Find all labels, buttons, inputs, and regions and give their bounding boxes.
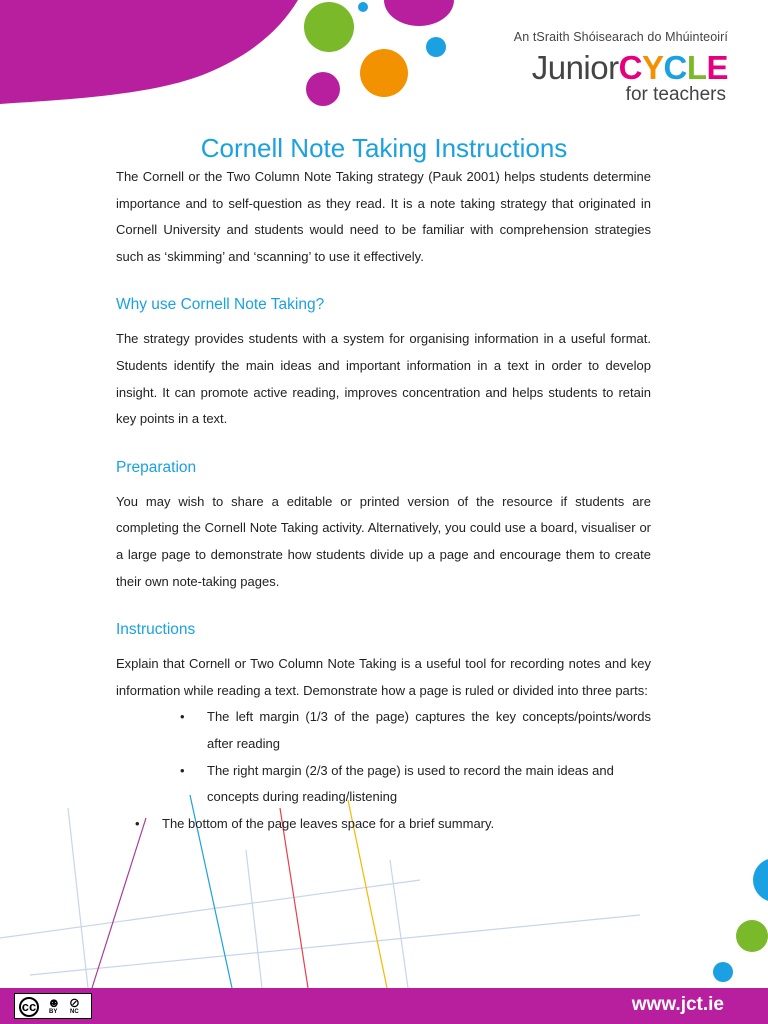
bullet-text: The bottom of the page leaves space for a brief summary. <box>162 815 495 831</box>
section-heading-instructions: Instructions <box>116 621 196 639</box>
section-heading-preparation: Preparation <box>116 458 197 476</box>
cc-by-label: BY <box>49 1009 58 1015</box>
blue-dot-tiny <box>358 2 368 12</box>
logo-cycle-letter: C <box>663 49 687 86</box>
creative-commons-badge[interactable] <box>14 993 92 1019</box>
section-heading-why: Why use Cornell Note Taking? <box>116 296 325 314</box>
logo-irish-text: An tSraith Shóisearach do Mhúinteoirí <box>513 30 728 44</box>
bullet-item <box>135 811 651 838</box>
cc-icon: cc <box>19 997 39 1017</box>
bullet-dot: • <box>180 709 185 725</box>
logo-cycle-letter: L <box>686 49 707 86</box>
bullet-text: The right margin (2/3 of the page) is used to record the main ideas and concepts during reading/listening <box>207 762 614 805</box>
green-circle-large <box>304 2 354 52</box>
bullet-item <box>180 758 651 811</box>
section-body-preparation: You may wish to share a editable or printed version of the resource if students are completing the Cornell Note Taking activity. Alternatively, you could use a board, visualiser or a large page to demonstrate how students divide up a page and encourage them to create their own note-taking pages. <box>116 493 651 589</box>
logo-subtitle: for teachers <box>625 84 726 105</box>
footer-bar <box>0 988 768 1024</box>
blue-circle-right <box>753 858 768 902</box>
logo-wordmark <box>514 50 728 86</box>
section-body-instructions: Explain that Cornell or Two Column Note Taking is a useful tool for recording notes and key information while reading a text. Demonstrate how a page is ruled or divided into three parts: <box>116 656 651 698</box>
logo-cycle-text <box>619 49 728 86</box>
blue-dot-right <box>713 962 733 982</box>
attribution-icon: ☻ <box>47 995 61 1010</box>
purple-arc-top <box>384 0 454 26</box>
logo-cycle-letter: C <box>618 49 642 86</box>
bullet-item <box>180 704 651 757</box>
junior-cycle-logo <box>514 30 728 106</box>
document-body <box>116 164 651 837</box>
page-title: Cornell Note Taking Instructions <box>200 133 568 164</box>
intro-paragraph: The Cornell or the Two Column Note Taking strategy (Pauk 2001) helps students determine importance and to self-question as they read. It is a note taking strategy that originated in Cornell University and students would need to be familiar with comprehension strategies such as ‘skimming’ and ‘scanning’ to use it effectively. <box>116 169 651 264</box>
logo-cycle-letter: E <box>706 49 728 86</box>
green-circle-right <box>736 920 768 952</box>
orange-circle-large <box>360 49 408 97</box>
noncommercial-icon: ⊘ <box>69 995 80 1010</box>
logo-cycle-letter: Y <box>641 49 664 86</box>
bullet-dot: • <box>180 762 185 778</box>
corner-blob-shape <box>0 0 298 104</box>
bullet-dot: • <box>135 815 140 831</box>
blue-circle-small <box>426 37 446 57</box>
bullet-text: The left margin (1/3 of the page) captures the key concepts/points/words after reading <box>207 709 651 751</box>
purple-circle-medium <box>306 72 340 106</box>
instructions-bullet-list <box>116 704 651 837</box>
logo-junior-text: Junior <box>531 49 619 86</box>
website-link[interactable]: www.jct.ie <box>631 994 724 1015</box>
section-body-why: The strategy provides students with a system for organising information in a useful format. Students identify the main ideas and important information in a text in order to develop insight. It can promote active reading, improves concentration and helps students to retain key points in a text. <box>116 331 651 427</box>
cc-nc-label: NC <box>70 1009 79 1015</box>
